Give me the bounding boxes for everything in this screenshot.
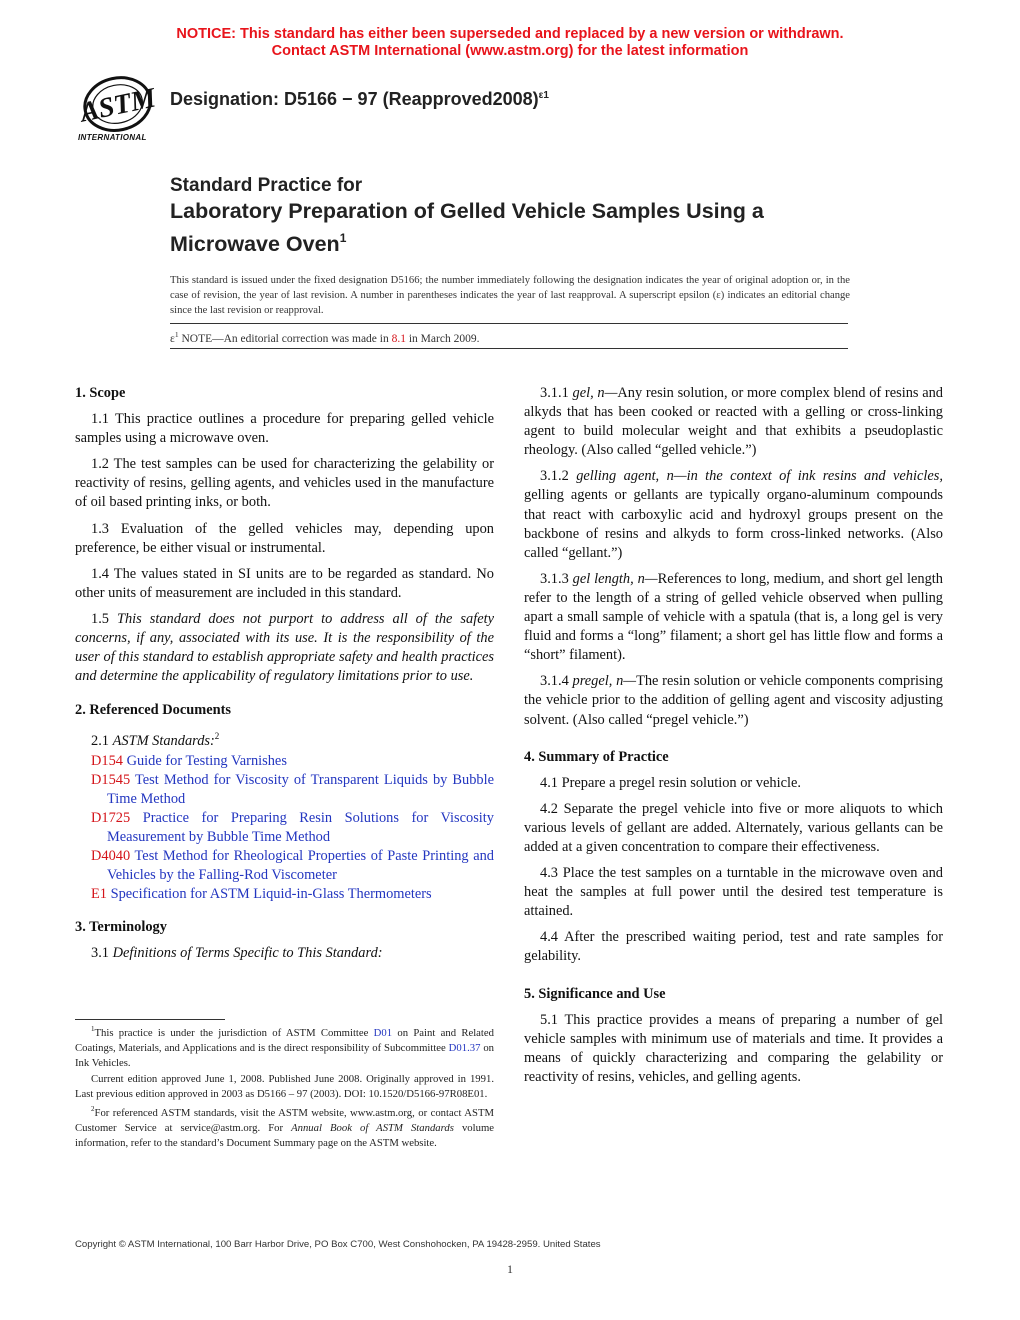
left-column	[75, 384, 494, 970]
para-3-1-4	[524, 672, 943, 729]
ref-title[interactable]: Specification for ASTM Liquid-in-Glass Thermometers	[107, 886, 432, 903]
footnote-1-marker: 1	[91, 1025, 95, 1033]
ref-item[interactable]	[75, 885, 494, 904]
footnote-2-marker: 2	[91, 1105, 95, 1114]
footnote-2-book-title: Annual Book of ASTM Standards	[291, 1122, 454, 1135]
title-footnote-ref: 1	[339, 231, 347, 245]
term-gel-length: gel length, n—	[572, 570, 658, 587]
para-1-2: 1.2 The test samples can be used for characterizing the gelability or reactivity of resins, gelling agents, and vehicles used in the manufacture of oil based printing inks, or both.	[75, 456, 494, 511]
definition-gelling-agent: gelling agents or gellants are typically organo-aluminum compounds that react with carboxylic acid and hydroxyl groups present on the backbone of resins and alkyds to form cross-linked networks. (Also called “gellant.”)	[524, 487, 943, 561]
logo-caption: INTERNATIONAL	[78, 133, 147, 142]
definition-gel: Any resin solution, or more complex blend of resins and alkyds that has been cooked or reacted with a gelling or cross-linking agent to build molecular weight and that exhibits a pseudoplastic rheology. (Also called “gelled vehicle.”)	[524, 385, 943, 459]
footnote-1-text-c: on Ink Vehicles.	[75, 1042, 495, 1070]
para-1-1: 1.1 This practice outlines a procedure for preparing gelled vehicle samples using a microwave oven.	[75, 411, 494, 447]
definition-gel-length: References to long, medium, and short gel length refer to the length of a string of gelled vehicle observed when pulling apart a small sample of vehicle with a spatula (that is, a long gel is very fluid and forms a “long” filament; a short gel has little flow and forms a “short” filament).	[524, 570, 943, 664]
para-3-1-2	[524, 467, 943, 562]
notice-line-2: Contact ASTM International (www.astm.org) for the latest information	[271, 43, 749, 59]
ref-item[interactable]	[75, 847, 494, 885]
para-number: 3.1.1	[540, 385, 573, 401]
issued-statement: This standard is issued under the fixed designation D5166; the number immediately following the designation indicates the year of original adoption or, in the case of revision, the year of last revision. A number in parentheses indicates the year of last reapproval. A superscript epsilon (ε) indicates an editorial change since the last revision or reapproval.	[170, 275, 850, 316]
epsilon-sup: 1	[174, 330, 179, 339]
para-2-1	[75, 727, 494, 751]
ref-title[interactable]: Test Method for Rheological Properties of Paste Printing and Vehicles by the Falling-Rod Viscometer	[107, 847, 494, 884]
para-2-1-text: ASTM Standards:	[112, 733, 215, 750]
ref-code[interactable]: D154	[91, 752, 123, 769]
designation-text: Designation: D5166 − 97 (Reapproved2008)	[170, 89, 539, 109]
term-pregel: pregel, n—	[572, 673, 637, 690]
para-1-3: 1.3 Evaluation of the gelled vehicles may, depending upon preference, be either visual or instrumental.	[75, 520, 494, 556]
para-1-5-number: 1.5	[91, 610, 117, 627]
para-3-1-3	[524, 570, 943, 665]
term-gel: gel, n—	[572, 385, 618, 401]
para-4-4: 4.4 After the prescribed waiting period, test and rate samples for gelability.	[524, 929, 943, 965]
ref-code[interactable]: D4040	[91, 847, 131, 864]
divider-top	[170, 323, 848, 324]
ref-item[interactable]	[75, 752, 494, 771]
para-number: 3.1.2	[540, 468, 577, 485]
para-number: 3.1.4	[540, 673, 573, 690]
section-link-8-1[interactable]: 8.1	[391, 333, 406, 345]
astm-logo	[74, 74, 162, 146]
ref-code[interactable]: E1	[91, 886, 107, 903]
para-1-4: 1.4 The values stated in SI units are to be regarded as standard. No other units of measurement are included in this standard.	[75, 565, 494, 601]
referenced-documents-heading: 2. Referenced Documents	[75, 702, 231, 719]
para-1-5-text: This standard does not purport to address all of the safety concerns, if any, associated with its use. It is the responsibility of the user of this standard to establish appropriate safety and health practices and determine the applicability of regulatory limitations prior to use.	[75, 610, 494, 685]
definition-pregel: The resin solution or vehicle components comprising the vehicle prior to the addition of gelling agent and viscosity adjusting solvent. (Also called “pregel vehicle.”)	[524, 673, 943, 728]
ref-title[interactable]: Test Method for Viscosity of Transparent Liquids by Bubble Time Method	[107, 771, 494, 807]
para-2-1-number: 2.1	[91, 733, 113, 750]
ref-title[interactable]: Practice for Preparing Resin Solutions for Viscosity Measurement by Bubble Time Method	[107, 809, 494, 845]
document-title	[170, 174, 890, 258]
subcommittee-link[interactable]: D01.37	[448, 1042, 481, 1055]
para-4-3: 4.3 Place the test samples on a turntable in the microwave oven and heat the samples at full power until the desired test temperature is attained.	[524, 865, 943, 920]
para-2-1-sup: 2	[214, 731, 220, 742]
para-4-2: 4.2 Separate the pregel vehicle into five or more aliquots to which various levels of gellant are added. Alternately, various gellants can be added at a given concentration to compare their effectiveness.	[524, 800, 943, 855]
footnote-2-text-a: For referenced ASTM standards, visit the ASTM website, www.astm.org, or contact ASTM Customer Service at service@astm.org. For	[75, 1107, 494, 1135]
title-line-3: Microwave Oven	[170, 232, 340, 256]
ref-title[interactable]: Guide for Testing Varnishes	[122, 752, 287, 769]
footnote-1-text-b: on Paint and Related Coatings, Materials, and Applications and is the direct responsibility of Subcommittee	[75, 1027, 494, 1055]
epsilon-symbol: ε	[170, 333, 175, 345]
ref-code[interactable]: D1725	[91, 809, 131, 826]
footnote-1	[75, 1022, 494, 1072]
ref-item[interactable]	[75, 771, 494, 809]
footnotes	[75, 1022, 494, 1152]
divider-bottom	[170, 348, 848, 349]
para-number: 3.1.3	[540, 570, 573, 587]
footnote-1-edition: Current edition approved June 1, 2008. Published June 2008. Originally approved in 1991. Last previous edition approved in 2003 as D5166 – 97 (2003). DOI: 10.1520/D5166-97R08E01.	[75, 1072, 494, 1100]
footnote-1-text-a: This practice is under the jurisdiction of ASTM Committee	[94, 1027, 374, 1039]
epsilon-note-date: in March 2009.	[405, 333, 480, 345]
logo-mark: ASTM	[77, 82, 159, 129]
committee-link[interactable]: D01	[373, 1027, 393, 1039]
title-line-2: Laboratory Preparation of Gelled Vehicle Samples Using a	[170, 199, 764, 223]
copyright-line: Copyright © ASTM International, 100 Barr Harbor Drive, PO Box C700, West Conshohocken, PA 19428-2959. United States	[75, 1239, 601, 1250]
para-4-1: 4.1 Prepare a pregel resin solution or vehicle.	[540, 774, 801, 791]
epsilon-note-text: NOTE—An editorial correction was made in	[178, 333, 392, 345]
para-3-1-text: Definitions of Terms Specific to This Standard:	[112, 945, 383, 962]
notice-line-1: NOTICE: This standard has either been superseded and replaced by a new version or withdrawn.	[176, 26, 844, 42]
para-3-1	[75, 944, 494, 963]
term-gelling-agent: gelling agent, n—in the context of ink resins and vehicles,	[576, 468, 943, 485]
notice-banner	[0, 26, 1020, 60]
para-5-1: 5.1 This practice provides a means of preparing a number of gel vehicle samples with minimum use of materials and time. It provides a means of quickly characterizing and comparing the gelability or reactivity of resins, vehicles, and gelling agents.	[524, 1011, 943, 1085]
designation-superscript: ε1	[538, 90, 549, 101]
terminology-heading: 3. Terminology	[75, 919, 167, 936]
epsilon-note	[170, 330, 479, 345]
page-number: 1	[507, 1262, 513, 1276]
para-1-5	[75, 610, 494, 686]
para-3-1-1	[524, 384, 943, 460]
ref-item[interactable]	[75, 809, 494, 847]
significance-heading: 5. Significance and Use	[524, 985, 666, 1002]
title-line-1: Standard Practice for	[170, 175, 363, 196]
scope-heading: 1. Scope	[75, 385, 126, 401]
ref-code[interactable]: D1545	[91, 771, 131, 788]
footnote-divider	[75, 1019, 225, 1020]
designation	[170, 89, 549, 110]
summary-heading: 4. Summary of Practice	[524, 748, 669, 765]
right-column	[524, 384, 943, 1094]
para-3-1-number: 3.1	[91, 945, 113, 962]
footnote-2	[75, 1102, 494, 1152]
footnote-2-text-b: volume information, refer to the standard’s Document Summary page on the ASTM website.	[75, 1122, 495, 1150]
